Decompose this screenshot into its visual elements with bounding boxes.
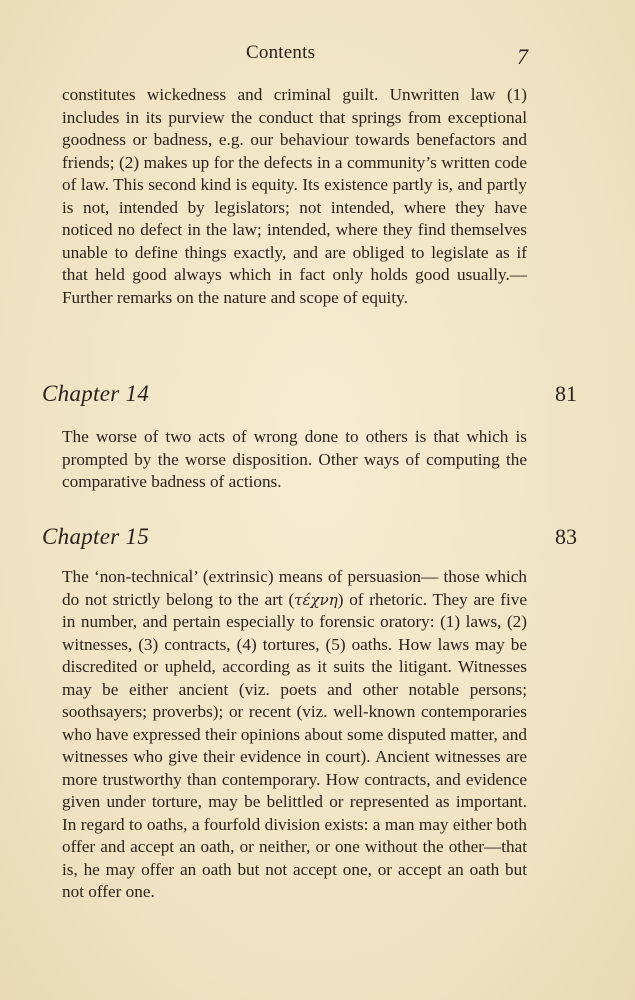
running-title: Contents: [246, 42, 316, 63]
chapter-title: Chapter 15: [42, 524, 150, 549]
continuation-paragraph: constitutes wickedness and criminal guilt. Unwritten law (1) includes in its purview the conduct that springs from exceptional goodness or badness, e.g. our behaviour towards benefactors and friends; (2) makes up for the defects in a community’s written code of law. This second kind is equity. Its existence partly is, and partly is not, intended by legislators; not intended, where they have noticed no defect in the law; intended, where they find themselves unable to define things exactly, and are obliged to legislate as if that held good always which in fact only holds good usually.—Further remarks on the nature and scope of equity.: [62, 85, 527, 307]
greek-term: τέχνη: [294, 590, 338, 609]
chapter-page-reference: 83: [555, 524, 577, 549]
summary-text-part-2: ) of rhetoric. They are five in number, and pertain especially to forensic oratory: (1) laws, (2) witnesses, (3) contracts, (4) tortures, (5) oaths. How laws may be discredited or upheld, according as it suits the litigant. Witnesses may be either ancient (viz. poets and other notable persons; soothsayers; proverbs); or recent (viz. well-known contemporaries who have expressed their opinions about some disputed matter, and witnesses who give their evidence in court). Ancient witnesses are more trustworthy than contemporary. How contracts, and evidence given under torture, may be belittled or represented as important. In regard to oaths, a fourfold division exists: a man may either both offer and accept an oath, or neither, or one without the other—that is, he may offer an oath but not accept one, or accept an oath but not offer one.: [62, 589, 527, 901]
chapter-15-summary: [62, 566, 527, 904]
running-header: [0, 40, 635, 70]
page-number: 7: [517, 44, 528, 69]
chapter-page-reference: 81: [555, 381, 577, 406]
chapter-heading-14: [42, 381, 577, 415]
chapter-heading-15: [42, 524, 577, 558]
chapter-title: Chapter 14: [42, 381, 150, 406]
summary-text-part-1: The ‘non-technical’ (extrinsic) means of persuasion— those which do not strictly belong to the art (: [62, 567, 527, 609]
chapter-14-summary: The worse of two acts of wrong done to others is that which is prompted by the worse disposition. Other ways of computing the comparative badness of actions.: [62, 427, 527, 491]
